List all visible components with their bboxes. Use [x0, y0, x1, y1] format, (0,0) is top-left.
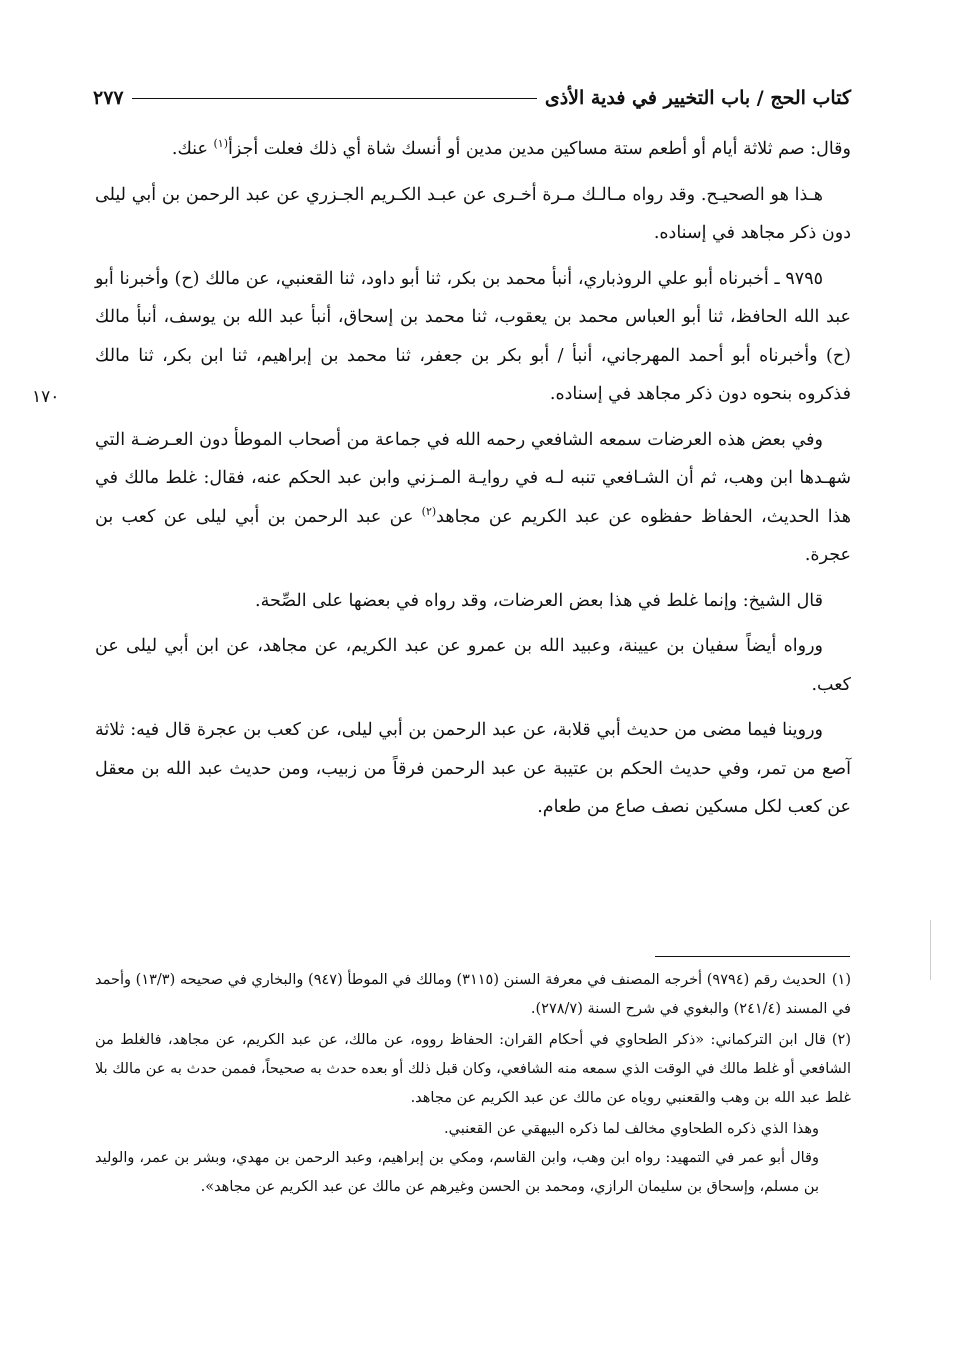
paragraph-text: وفي بعض هذه العرضات سمعه الشافعي رحمه الله في جماعة من أصحاب الموطأ دون العـرضـة التي شهـدها ابن وهب، ثم أن الشـافعي تنبه لـه في روايـة المـزني وابن عبد الحكم عنه، فقال: غلط مالك في هذا الحديث، الحفاظ حفظوه عن عبد الكريم عن مجاهد	[95, 429, 851, 527]
paragraph	[95, 130, 851, 169]
paragraph	[95, 627, 851, 704]
paragraph	[95, 711, 851, 827]
header-rule	[132, 98, 537, 99]
running-header	[93, 78, 851, 118]
paragraph-text: وقال: صم ثلاثة أيام أو أطعم ستة مساكين مدين مدين أو أنسك شاة أي ذلك فعلت أجزأ	[228, 139, 851, 159]
paragraph	[95, 582, 851, 621]
footnote	[95, 966, 851, 1024]
footnote-ref[interactable]: (١)	[213, 137, 228, 151]
margin-page-reference: ١٧٠	[32, 387, 60, 407]
footnote-continuation	[95, 1115, 851, 1144]
paragraph-text: قال الشيخ: وإنما غلط في هذا بعض العرضات، وقد رواه في بعضها على الصِّحة.	[255, 590, 823, 611]
footnote-number: (١)	[831, 972, 851, 988]
paragraph-text-tail: عنك.	[171, 139, 214, 159]
paragraph	[95, 260, 851, 414]
header-title: كتاب الحج / باب التخيير في فدية الأذى	[544, 87, 851, 109]
paragraph-text: ٩٧٩٥ ـ أخبرناه أبو علي الروذباري، أنبأ محمد بن بكر، ثنا أبو داود، ثنا القعنبي، عن مالك (ح) وأخبرنا أبو عبد الله الحافظ، ثنا أبو العباس محمد بن يعقوب، ثنا محمد بن إسحاق، أنبأ عبد الله بن يوسف، أنبأ مالك (ح) وأخبرناه أبو أحمد المهرجاني، أنبأ / أبو بكر بن جعفر، ثنا محمد بن إبراهيم، ثنا ابن بكر، ثنا مالك فذكروه بنحوه دون ذكر مجاهد في إسناده.	[95, 268, 851, 404]
footnote-separator	[655, 956, 850, 957]
main-text	[95, 130, 851, 834]
footnotes	[95, 966, 851, 1202]
paragraph	[95, 421, 851, 575]
paragraph-text: وروينا فيما مضى من حديث أبي قلابة، عن عبد الرحمن بن أبي ليلى، عن كعب بن عجرة قال فيه: ثلاثة آصع من تمر، وفي حديث الحكم بن عتيبة عن عبد الرحمن فرقاً من زبيب، ومن حديث عبد الله بن معقل عن كعب لكل مسكين نصف صاع من طعام.	[95, 720, 851, 817]
footnote	[95, 1026, 851, 1113]
footnote-text: قال ابن التركماني: «ذكر الطحاوي في أحكام القران: الحفاظ رووه، عن مالك، عن عبد الكريم، عن مجاهد، فالغلط من الشافعي أو غلط مالك في الوقت الذي سمعه منه الشافعي، وكان قبل ذلك أو بعده حدث به صحيحاً، فممن حدث به عن مالك بلا غلط عبد الله بن وهب والقعنبي روياه عن مالك عن عبد الكريم عن مجاهد.	[95, 1032, 851, 1106]
footnote-text: الحديث رقم (٩٧٩٤) أخرجه المصنف في معرفة السنن (٣١١٥) ومالك في الموطأ (٩٤٧) والبخاري في صحيحه (١٣/٣) وأحمد في المسند (٢٤١/٤) والبغوي في شرح السنة (٢٧٨/٧).	[95, 972, 851, 1017]
page-number: ٢٧٧	[93, 87, 124, 109]
paragraph-text: ورواه أيضاً سفيان بن عيينة، وعبيد الله بن عمرو عن عبد الكريم، عن مجاهد، عن ابن أبي ليلى عن كعب.	[95, 636, 851, 695]
scan-edge-mark	[930, 920, 931, 980]
footnote-continuation	[95, 1144, 851, 1202]
paragraph-text-tail: عن عبد الرحمن بن أبي ليلى عن كعب بن عجرة.	[95, 506, 851, 565]
footnote-text: وهذا الذي ذكره الطحاوي مخالف لما ذكره البيهقي عن القعنبي.	[444, 1121, 819, 1137]
paragraph	[95, 176, 851, 253]
footnote-text: وقال أبو عمر في التمهيد: رواه ابن وهب، وابن القاسم، ومكي بن إبراهيم، وعبد الرحمن بن مهدي، وبشر بن عمر، والوليد بن مسلم، وإسحاق بن سليمان الرازي، ومحمد بن الحسن وغيرهم عن مالك عن عبد الكريم عن مجاهد».	[95, 1150, 819, 1195]
footnote-ref[interactable]: (٢)	[421, 504, 437, 518]
footnote-number: (٢)	[831, 1032, 851, 1048]
paragraph-text: هـذا هو الصحيـح. وقد رواه مـالـك مـرة أخـرى عن عبـد الكـريم الجـزري عن عبد الرحمن بن أبي ليلى دون ذكر مجاهد في إسناده.	[95, 184, 851, 243]
